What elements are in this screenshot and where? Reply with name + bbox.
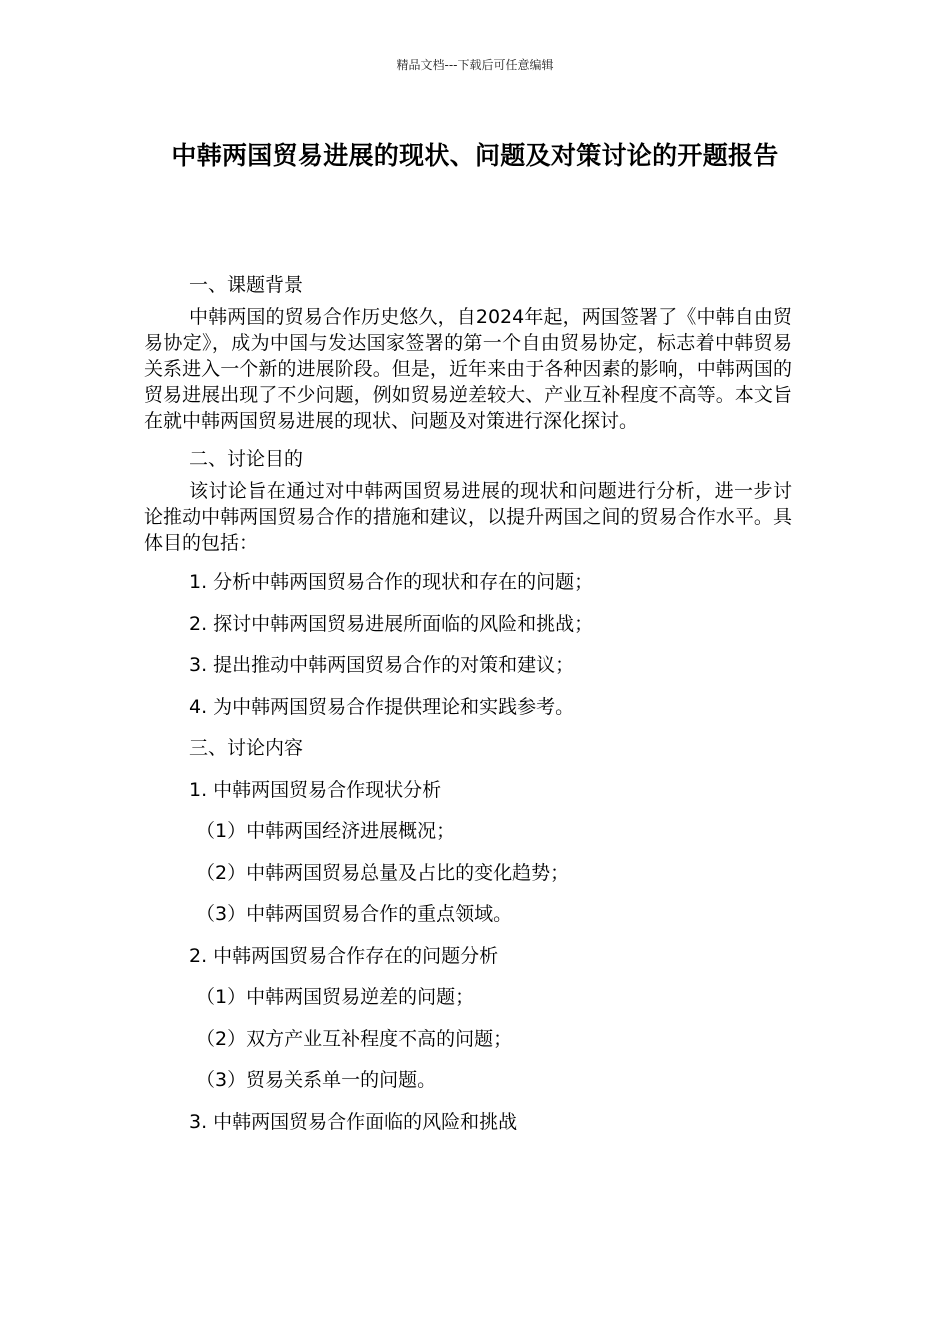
purpose-item: 2. 探讨中韩两国贸易进展所面临的风险和挑战； [189, 612, 594, 635]
background-paragraph: 中韩两国的贸易合作历史悠久，自2024年起，两国签署了《中韩自由贸易协定》，成为中国与发达国家签署的第一个自由贸易协定，标志着中韩贸易关系进入一个新的进展阶段。但是，近年来由于各种因素的影响，中韩两国的贸易进展出现了不少问题，例如贸易逆差较大、产业互补程度不高等。本文旨在就中韩两国贸易进展的现状、问题及对策进行深化探讨。 [144, 306, 792, 432]
purpose-item: 1. 分析中韩两国贸易合作的现状和存在的问题； [189, 571, 594, 593]
content-subitem: （3）贸易关系单一的问题。 [196, 1069, 437, 1091]
section-heading-purpose: 二、讨论目的 [189, 448, 304, 470]
purpose-item: 3. 提出推动中韩两国贸易合作的对策和建议； [189, 654, 575, 676]
content-part-1 [144, 770, 792, 936]
content-subitem: （1）中韩两国经济进展概况； [196, 820, 456, 842]
content-part-2 [144, 936, 792, 1102]
purpose-paragraph: 该讨论旨在通过对中韩两国贸易进展的现状和问题进行分析，进一步讨论推动中韩两国贸易合作的措施和建议，以提升两国之间的贸易合作水平。具体目的包括： [144, 480, 792, 554]
content-part-3 [144, 1102, 792, 1144]
content-part-title: 2. 中韩两国贸易合作存在的问题分析 [189, 944, 499, 967]
content-subitem: （2）双方产业互补程度不高的问题； [196, 1027, 513, 1050]
purpose-list [144, 562, 792, 728]
content-subitem: （2）中韩两国贸易总量及占比的变化趋势； [196, 861, 570, 884]
content-subitem: （3）中韩两国贸易合作的重点领域。 [196, 903, 513, 925]
content-part-title: 3. 中韩两国贸易合作面临的风险和挑战 [189, 1110, 518, 1133]
section-heading-content: 三、讨论内容 [189, 737, 304, 759]
document-title: 中韩两国贸易进展的现状、问题及对策讨论的开题报告 [171, 141, 779, 170]
content-part-title: 1. 中韩两国贸易合作现状分析 [189, 778, 442, 801]
section-heading-background: 一、课题背景 [189, 274, 304, 296]
document-body [144, 266, 792, 1143]
content-subitem: （1）中韩两国贸易逆差的问题； [196, 986, 475, 1008]
purpose-item: 4. 为中韩两国贸易合作提供理论和实践参考。 [189, 695, 575, 718]
header-watermark: 精品文档---下载后可任意编辑 [396, 58, 554, 72]
